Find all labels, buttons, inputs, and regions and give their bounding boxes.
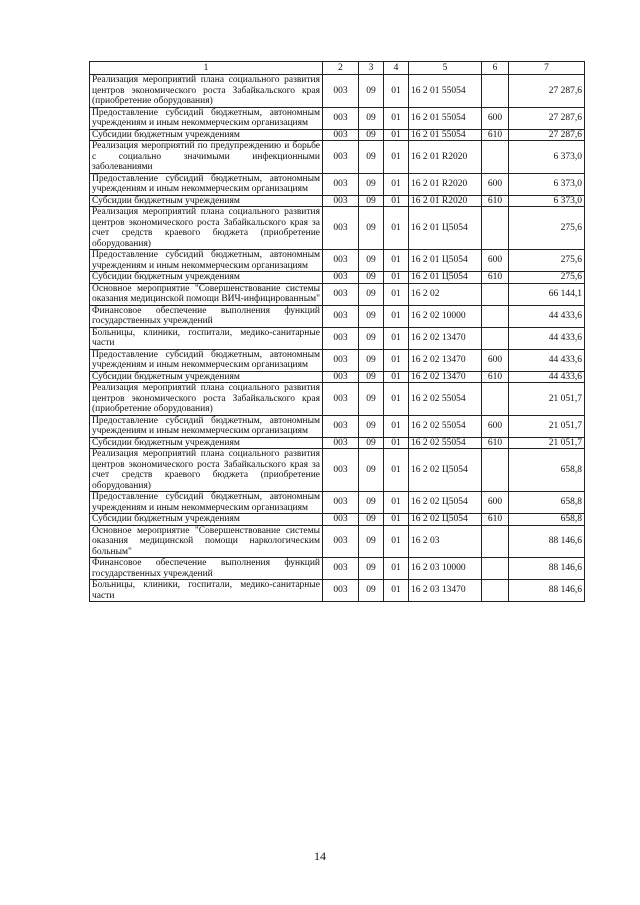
subsection-code-cell: 01 [384,173,409,195]
table-row [90,383,585,416]
expense-type-cell: 600 [482,107,509,129]
expense-type-cell: 610 [482,195,509,207]
table-row [90,305,585,327]
section-code-cell: 09 [359,141,384,174]
subsection-code-cell: 01 [384,514,409,526]
subsection-code-cell: 01 [384,580,409,602]
table-row [90,129,585,141]
target-article-cell: 16 2 03 [409,525,482,558]
admin-code-cell: 003 [323,327,359,349]
amount-cell: 658,8 [509,492,585,514]
admin-code-cell: 003 [323,371,359,383]
amount-cell: 658,8 [509,514,585,526]
expense-type-cell [482,305,509,327]
expense-type-cell [482,383,509,416]
admin-code-cell: 003 [323,283,359,305]
section-code-cell: 09 [359,107,384,129]
table-body [90,75,585,602]
expense-type-cell [482,207,509,250]
table-row [90,75,585,108]
admin-code-cell: 003 [323,580,359,602]
amount-cell: 27 287,6 [509,129,585,141]
amount-cell: 88 146,6 [509,580,585,602]
expense-type-cell [482,283,509,305]
expense-type-cell [482,525,509,558]
target-article-cell: 16 2 03 13470 [409,580,482,602]
subsection-code-cell: 01 [384,107,409,129]
header-col-4: 4 [384,62,409,75]
target-article-cell: 16 2 02 10000 [409,305,482,327]
table-row [90,207,585,250]
amount-cell: 275,6 [509,207,585,250]
section-code-cell: 09 [359,173,384,195]
subsection-code-cell: 01 [384,349,409,371]
expense-type-cell [482,580,509,602]
expense-type-cell [482,327,509,349]
section-code-cell: 09 [359,327,384,349]
amount-cell: 88 146,6 [509,558,585,580]
section-code-cell: 09 [359,129,384,141]
section-code-cell: 09 [359,437,384,449]
table-header-row [90,62,585,75]
row-name-cell: Субсидии бюджетным учреждениям [90,371,323,383]
subsection-code-cell: 01 [384,449,409,492]
expense-type-cell [482,558,509,580]
admin-code-cell: 003 [323,558,359,580]
table-row [90,514,585,526]
table-row [90,272,585,284]
amount-cell: 6 373,0 [509,173,585,195]
header-col-1: 1 [90,62,323,75]
row-name-cell: Предоставление субсидий бюджетным, автономным учреждениям и иным некоммерческим организациям [90,250,323,272]
table-row [90,283,585,305]
subsection-code-cell: 01 [384,195,409,207]
row-name-cell: Субсидии бюджетным учреждениям [90,437,323,449]
table-row [90,525,585,558]
expense-type-cell: 600 [482,173,509,195]
admin-code-cell: 003 [323,449,359,492]
expense-type-cell [482,141,509,174]
section-code-cell: 09 [359,250,384,272]
row-name-cell: Реализация мероприятий плана социального развития центров экономического роста Забайкальского края (приобретение оборудования) [90,383,323,416]
header-col-3: 3 [359,62,384,75]
header-col-7: 7 [509,62,585,75]
target-article-cell: 16 2 01 R2020 [409,141,482,174]
row-name-cell: Предоставление субсидий бюджетным, автономным учреждениям и иным некоммерческим организациям [90,107,323,129]
header-col-2: 2 [323,62,359,75]
section-code-cell: 09 [359,283,384,305]
section-code-cell: 09 [359,415,384,437]
section-code-cell: 09 [359,514,384,526]
admin-code-cell: 003 [323,107,359,129]
subsection-code-cell: 01 [384,371,409,383]
row-name-cell: Реализация мероприятий по предупреждению и борьбе с социально значимыми инфекционными заболеваниями [90,141,323,174]
target-article-cell: 16 2 02 13470 [409,349,482,371]
table-row [90,173,585,195]
table-row [90,449,585,492]
admin-code-cell: 003 [323,514,359,526]
table-row [90,415,585,437]
admin-code-cell: 003 [323,173,359,195]
amount-cell: 21 051,7 [509,437,585,449]
amount-cell: 66 144,1 [509,283,585,305]
table-row [90,195,585,207]
row-name-cell: Субсидии бюджетным учреждениям [90,129,323,141]
expense-type-cell: 610 [482,129,509,141]
table-row [90,349,585,371]
table-row [90,250,585,272]
target-article-cell: 16 2 02 55054 [409,415,482,437]
target-article-cell: 16 2 02 13470 [409,327,482,349]
admin-code-cell: 003 [323,415,359,437]
row-name-cell: Реализация мероприятий плана социального развития центров экономического роста Забайкальского края за счет средств краевого бюджета (приобретение оборудования) [90,207,323,250]
section-code-cell: 09 [359,349,384,371]
section-code-cell: 09 [359,580,384,602]
target-article-cell: 16 2 01 R2020 [409,173,482,195]
expense-type-cell [482,449,509,492]
section-code-cell: 09 [359,371,384,383]
row-name-cell: Реализация мероприятий плана социального развития центров экономического роста Забайкальского края (приобретение оборудования) [90,75,323,108]
target-article-cell: 16 2 01 55054 [409,129,482,141]
target-article-cell: 16 2 01 Ц5054 [409,272,482,284]
target-article-cell: 16 2 01 Ц5054 [409,207,482,250]
table-row [90,371,585,383]
amount-cell: 658,8 [509,449,585,492]
table-row [90,492,585,514]
row-name-cell: Субсидии бюджетным учреждениям [90,272,323,284]
expense-type-cell: 610 [482,437,509,449]
section-code-cell: 09 [359,525,384,558]
admin-code-cell: 003 [323,349,359,371]
subsection-code-cell: 01 [384,141,409,174]
admin-code-cell: 003 [323,195,359,207]
target-article-cell: 16 2 02 Ц5054 [409,514,482,526]
section-code-cell: 09 [359,305,384,327]
target-article-cell: 16 2 02 Ц5054 [409,449,482,492]
row-name-cell: Предоставление субсидий бюджетным, автономным учреждениям и иным некоммерческим организациям [90,173,323,195]
section-code-cell: 09 [359,75,384,108]
amount-cell: 44 433,6 [509,327,585,349]
row-name-cell: Основное мероприятие "Совершенствование системы оказания медицинской помощи наркологическим больным" [90,525,323,558]
subsection-code-cell: 01 [384,129,409,141]
admin-code-cell: 003 [323,75,359,108]
admin-code-cell: 003 [323,272,359,284]
section-code-cell: 09 [359,195,384,207]
row-name-cell: Предоставление субсидий бюджетным, автономным учреждениям и иным некоммерческим организациям [90,415,323,437]
amount-cell: 44 433,6 [509,305,585,327]
expense-type-cell: 600 [482,492,509,514]
amount-cell: 6 373,0 [509,195,585,207]
page-number: 14 [314,849,326,863]
target-article-cell: 16 2 02 Ц5054 [409,492,482,514]
amount-cell: 88 146,6 [509,525,585,558]
expense-type-cell: 600 [482,415,509,437]
expense-type-cell: 600 [482,349,509,371]
admin-code-cell: 003 [323,305,359,327]
subsection-code-cell: 01 [384,558,409,580]
admin-code-cell: 003 [323,437,359,449]
admin-code-cell: 003 [323,492,359,514]
subsection-code-cell: 01 [384,283,409,305]
expense-type-cell: 610 [482,371,509,383]
row-name-cell: Субсидии бюджетным учреждениям [90,195,323,207]
target-article-cell: 16 2 01 R2020 [409,195,482,207]
row-name-cell: Субсидии бюджетным учреждениям [90,514,323,526]
subsection-code-cell: 01 [384,272,409,284]
table-row [90,107,585,129]
subsection-code-cell: 01 [384,437,409,449]
admin-code-cell: 003 [323,525,359,558]
section-code-cell: 09 [359,383,384,416]
admin-code-cell: 003 [323,207,359,250]
subsection-code-cell: 01 [384,250,409,272]
table-row [90,580,585,602]
section-code-cell: 09 [359,207,384,250]
amount-cell: 6 373,0 [509,141,585,174]
amount-cell: 21 051,7 [509,383,585,416]
section-code-cell: 09 [359,492,384,514]
admin-code-cell: 003 [323,250,359,272]
admin-code-cell: 003 [323,129,359,141]
target-article-cell: 16 2 01 Ц5054 [409,250,482,272]
amount-cell: 21 051,7 [509,415,585,437]
row-name-cell: Предоставление субсидий бюджетным, автономным учреждениям и иным некоммерческим организациям [90,349,323,371]
subsection-code-cell: 01 [384,492,409,514]
target-article-cell: 16 2 01 55054 [409,75,482,108]
table-row [90,558,585,580]
table-row [90,141,585,174]
subsection-code-cell: 01 [384,207,409,250]
subsection-code-cell: 01 [384,525,409,558]
admin-code-cell: 003 [323,141,359,174]
subsection-code-cell: 01 [384,327,409,349]
subsection-code-cell: 01 [384,75,409,108]
amount-cell: 44 433,6 [509,349,585,371]
subsection-code-cell: 01 [384,415,409,437]
table-row [90,327,585,349]
subsection-code-cell: 01 [384,383,409,416]
row-name-cell: Больницы, клиники, госпитали, медико-санитарные части [90,327,323,349]
section-code-cell: 09 [359,272,384,284]
expense-type-cell: 610 [482,272,509,284]
amount-cell: 275,6 [509,272,585,284]
subsection-code-cell: 01 [384,305,409,327]
amount-cell: 44 433,6 [509,371,585,383]
expense-type-cell [482,75,509,108]
target-article-cell: 16 2 01 55054 [409,107,482,129]
amount-cell: 275,6 [509,250,585,272]
target-article-cell: 16 2 03 10000 [409,558,482,580]
row-name-cell: Финансовое обеспечение выполнения функций государственных учреждений [90,558,323,580]
row-name-cell: Реализация мероприятий плана социального развития центров экономического роста Забайкальского края за счет средств краевого бюджета (приобретение оборудования) [90,449,323,492]
section-code-cell: 09 [359,558,384,580]
budget-table [89,61,585,602]
admin-code-cell: 003 [323,383,359,416]
header-col-5: 5 [409,62,482,75]
header-col-6: 6 [482,62,509,75]
row-name-cell: Основное мероприятие "Совершенствование системы оказания медицинской помощи ВИЧ-инфицированным" [90,283,323,305]
section-code-cell: 09 [359,449,384,492]
expense-type-cell: 600 [482,250,509,272]
target-article-cell: 16 2 02 13470 [409,371,482,383]
row-name-cell: Предоставление субсидий бюджетным, автономным учреждениям и иным некоммерческим организациям [90,492,323,514]
amount-cell: 27 287,6 [509,75,585,108]
target-article-cell: 16 2 02 [409,283,482,305]
row-name-cell: Финансовое обеспечение выполнения функций государственных учреждений [90,305,323,327]
row-name-cell: Больницы, клиники, госпитали, медико-санитарные части [90,580,323,602]
table-row [90,437,585,449]
amount-cell: 27 287,6 [509,107,585,129]
target-article-cell: 16 2 02 55054 [409,383,482,416]
target-article-cell: 16 2 02 55054 [409,437,482,449]
expense-type-cell: 610 [482,514,509,526]
